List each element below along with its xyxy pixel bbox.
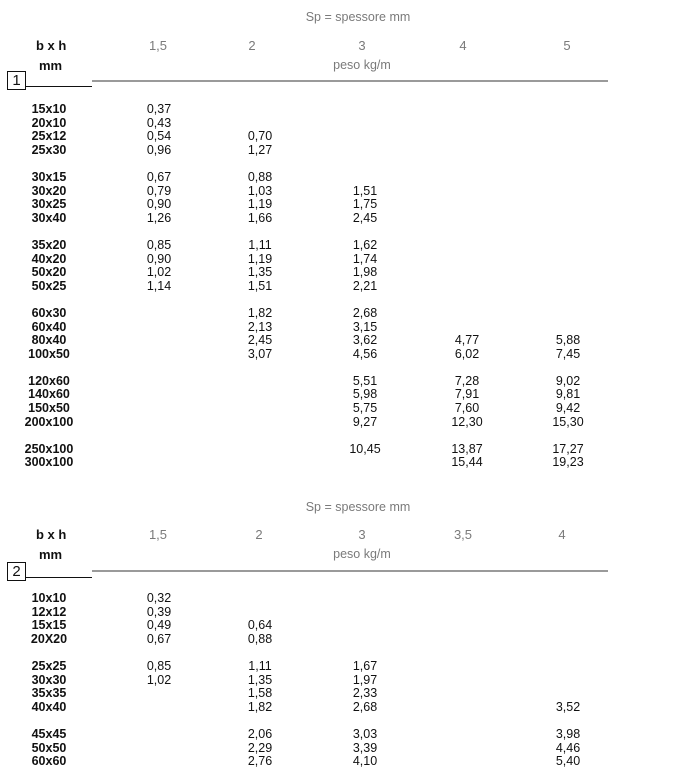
dimension-cell: 40x20 — [31, 251, 67, 266]
dimension-cell: 45x45 — [31, 726, 67, 741]
weight-cell: 3,52 — [555, 699, 581, 714]
unit-header: mm — [39, 547, 63, 562]
table-row — [0, 660, 700, 674]
weight-cell: 1,35 — [247, 672, 273, 687]
weight-cell: 1,26 — [146, 210, 172, 225]
thickness-header: 2 — [255, 527, 263, 542]
weight-cell: 0,96 — [146, 142, 172, 157]
group-spacer — [0, 429, 700, 443]
weight-cell: 0,85 — [146, 237, 172, 252]
weight-cell: 15,44 — [451, 455, 483, 470]
weight-cell: 1,11 — [248, 658, 272, 673]
dimension-cell: 100x50 — [28, 346, 70, 361]
weight-cell: 1,97 — [352, 672, 378, 687]
dimension-cell: 120x60 — [28, 373, 70, 388]
col-header-bxh: b x h — [36, 527, 67, 542]
sp-caption: Sp = spessore mm — [305, 10, 411, 24]
weight-cell: 3,62 — [352, 333, 378, 348]
weight-cell: 1,98 — [352, 265, 378, 280]
dimension-cell: 25x30 — [31, 142, 67, 157]
weight-cell: 0,88 — [247, 631, 273, 646]
divider — [26, 86, 92, 87]
table-row — [0, 402, 700, 416]
weight-cell: 0,67 — [146, 169, 172, 184]
weight-cell: 0,70 — [247, 129, 273, 144]
table-row — [0, 266, 700, 280]
weight-cell: 6,02 — [454, 346, 480, 361]
table-body — [0, 592, 700, 769]
weight-cell: 1,82 — [247, 305, 273, 320]
thickness-header: 3 — [358, 527, 366, 542]
thickness-header: 4 — [459, 38, 467, 53]
weight-caption: peso kg/m — [333, 58, 391, 72]
table-number-box: 1 — [7, 71, 26, 90]
weight-cell: 1,02 — [146, 265, 172, 280]
weight-cell: 0,49 — [146, 618, 172, 633]
table-row — [0, 687, 700, 701]
table-row — [0, 185, 700, 199]
dimension-cell: 30x25 — [31, 197, 67, 212]
table-row — [0, 619, 700, 633]
dimension-cell: 40x40 — [31, 699, 67, 714]
table-row — [0, 280, 700, 294]
dimension-cell: 60x60 — [31, 754, 67, 769]
weight-cell: 0,37 — [146, 102, 172, 116]
thickness-header: 3 — [358, 38, 366, 53]
weight-cell: 1,74 — [352, 251, 378, 266]
dimension-cell: 20X20 — [30, 631, 68, 646]
weight-cell: 1,58 — [247, 686, 273, 701]
group-spacer — [0, 714, 700, 728]
table-row — [0, 103, 700, 117]
weight-cell: 5,40 — [555, 754, 581, 769]
table-row — [0, 755, 700, 769]
dimension-cell: 25x12 — [31, 129, 67, 144]
unit-header: mm — [39, 58, 63, 73]
dimension-cell: 60x30 — [31, 305, 67, 320]
dimension-cell: 60x40 — [31, 319, 67, 334]
dimension-cell: 250x100 — [24, 441, 74, 456]
weight-cell: 0,43 — [146, 115, 172, 130]
dimension-cell: 30x20 — [31, 183, 67, 198]
sp-caption: Sp = spessore mm — [305, 500, 411, 514]
table-row — [0, 212, 700, 226]
weight-cell: 1,11 — [248, 237, 272, 252]
col-header-bxh: b x h — [36, 38, 67, 53]
table-row — [0, 117, 700, 131]
weight-cell: 7,91 — [454, 387, 480, 402]
table-row — [0, 633, 700, 647]
dimension-cell: 50x25 — [31, 278, 67, 293]
group-spacer — [0, 361, 700, 375]
weight-cell: 1,62 — [352, 237, 378, 252]
divider — [92, 80, 608, 82]
table-row — [0, 307, 700, 321]
weight-cell: 0,88 — [247, 169, 273, 184]
table-row — [0, 375, 700, 389]
weight-cell: 1,14 — [146, 278, 172, 293]
table-row — [0, 321, 700, 335]
dimension-cell: 50x50 — [31, 740, 67, 755]
table-row — [0, 388, 700, 402]
table-row — [0, 742, 700, 756]
group-spacer — [0, 646, 700, 660]
weight-cell: 1,51 — [247, 278, 273, 293]
weight-cell: 9,42 — [555, 401, 581, 416]
weight-cell: 4,10 — [352, 754, 378, 769]
weight-cell: 3,39 — [352, 740, 378, 755]
dimension-cell: 10x10 — [31, 591, 67, 605]
weight-cell: 3,98 — [555, 726, 581, 741]
dimension-cell: 15x15 — [31, 618, 67, 633]
dimension-cell: 30x30 — [31, 672, 67, 687]
dimension-cell: 300x100 — [24, 455, 74, 470]
weight-cell: 1,35 — [247, 265, 273, 280]
thickness-header: 5 — [563, 38, 571, 53]
dimension-cell: 12x12 — [31, 604, 67, 619]
weight-cell: 7,45 — [555, 346, 581, 361]
weight-cell: 0,90 — [146, 251, 172, 266]
weight-cell: 3,15 — [352, 319, 378, 334]
weight-cell: 1,67 — [352, 658, 378, 673]
table-number-box: 2 — [7, 562, 26, 581]
table-row — [0, 348, 700, 362]
weight-cell: 13,87 — [451, 441, 483, 456]
weight-cell: 2,29 — [247, 740, 273, 755]
weight-caption: peso kg/m — [333, 547, 391, 561]
table-row — [0, 144, 700, 158]
dimension-cell: 35x35 — [31, 686, 67, 701]
thickness-header: 3,5 — [453, 527, 473, 542]
weight-cell: 2,68 — [352, 305, 378, 320]
weight-cell: 2,06 — [247, 726, 273, 741]
table-row — [0, 606, 700, 620]
table-row — [0, 416, 700, 430]
group-spacer — [0, 157, 700, 171]
weight-cell: 1,02 — [146, 672, 172, 687]
weight-cell: 1,75 — [352, 197, 378, 212]
weight-cell: 2,45 — [247, 333, 273, 348]
weight-cell: 2,76 — [247, 754, 273, 769]
weight-cell: 1,19 — [247, 251, 273, 266]
table-row — [0, 592, 700, 606]
weight-cell: 0,79 — [146, 183, 172, 198]
weight-cell: 3,03 — [352, 726, 378, 741]
weight-cell: 9,81 — [555, 387, 581, 402]
weight-cell: 0,32 — [146, 591, 172, 605]
weight-cell: 7,60 — [454, 401, 480, 416]
weight-cell: 5,75 — [352, 401, 378, 416]
weight-cell: 12,30 — [451, 414, 483, 429]
table-row — [0, 456, 700, 470]
dimension-cell: 20x10 — [31, 115, 67, 130]
thickness-header: 1,5 — [148, 38, 168, 53]
dimension-cell: 150x50 — [28, 401, 70, 416]
weight-cell: 1,66 — [247, 210, 273, 225]
weight-cell: 4,56 — [352, 346, 378, 361]
dimension-cell: 35x20 — [31, 237, 67, 252]
dimension-cell: 80x40 — [31, 333, 67, 348]
table-row — [0, 674, 700, 688]
dimension-cell: 200x100 — [24, 414, 74, 429]
table-row — [0, 334, 700, 348]
group-spacer — [0, 293, 700, 307]
dimension-cell: 30x40 — [31, 210, 67, 225]
weight-cell: 0,90 — [146, 197, 172, 212]
weight-cell: 2,45 — [352, 210, 378, 225]
table-row — [0, 171, 700, 185]
group-spacer — [0, 225, 700, 239]
thickness-header: 2 — [248, 38, 256, 53]
weight-cell: 2,21 — [352, 278, 378, 293]
table-row — [0, 443, 700, 457]
weight-cell: 1,27 — [247, 142, 273, 157]
dimension-cell: 50x20 — [31, 265, 67, 280]
weight-cell: 7,28 — [454, 373, 480, 388]
weight-cell: 1,51 — [352, 183, 378, 198]
table-row — [0, 253, 700, 267]
dimension-cell: 140x60 — [28, 387, 70, 402]
weight-cell: 9,27 — [352, 414, 378, 429]
weight-cell: 5,51 — [352, 373, 378, 388]
table-row — [0, 728, 700, 742]
weight-cell: 17,27 — [552, 441, 584, 456]
weight-cell: 9,02 — [555, 373, 581, 388]
weight-cell: 3,07 — [247, 346, 273, 361]
table-row — [0, 239, 700, 253]
weight-cell: 2,13 — [247, 319, 273, 334]
table-row — [0, 701, 700, 715]
weight-cell: 2,68 — [352, 699, 378, 714]
weight-cell: 0,64 — [247, 618, 273, 633]
weight-cell: 1,19 — [247, 197, 273, 212]
weight-cell: 10,45 — [349, 441, 381, 456]
weight-cell: 5,88 — [555, 333, 581, 348]
dimension-cell: 25x25 — [31, 658, 67, 673]
weight-cell: 0,54 — [146, 129, 172, 144]
weight-cell: 0,39 — [146, 604, 172, 619]
divider — [26, 577, 92, 578]
weight-cell: 0,67 — [146, 631, 172, 646]
table-row — [0, 130, 700, 144]
dimension-cell: 15x10 — [31, 102, 67, 116]
weight-cell: 0,85 — [146, 658, 172, 673]
thickness-header: 1,5 — [148, 527, 168, 542]
thickness-header: 4 — [558, 527, 566, 542]
weight-cell: 15,30 — [552, 414, 584, 429]
weight-cell: 1,82 — [247, 699, 273, 714]
table-row — [0, 198, 700, 212]
weight-cell: 19,23 — [552, 455, 584, 470]
weight-cell: 4,46 — [555, 740, 581, 755]
weight-cell: 2,33 — [352, 686, 378, 701]
weight-cell: 1,03 — [247, 183, 273, 198]
weight-cell: 4,77 — [454, 333, 480, 348]
dimension-cell: 30x15 — [31, 169, 67, 184]
divider — [92, 570, 608, 572]
table-body — [0, 103, 700, 470]
weight-cell: 5,98 — [352, 387, 378, 402]
